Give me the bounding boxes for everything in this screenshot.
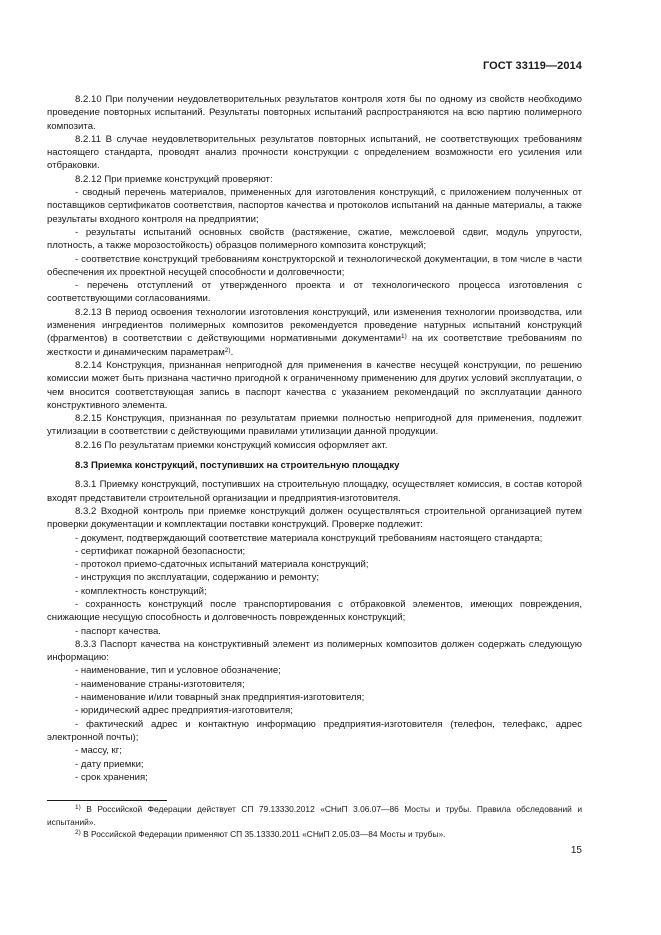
footnote-1 xyxy=(47,803,582,828)
paragraph-8-2-10: 8.2.10 При получении неудовлетворительных результатов контроля хотя бы по одному из свойств необходимо проведение повторных испытаний. Результаты повторных испытаний распространяются на всю партию полимерного композита. xyxy=(47,94,582,132)
list-item: - паспорт качества. xyxy=(75,625,161,637)
footnote-mark: 2) xyxy=(75,829,81,836)
footnote-text: В Российской Федерации действует СП 79.13330.2012 «СНиП 3.06.07—86 Мосты и трубы. Правила обследований и испытаний». xyxy=(47,804,582,827)
page-number: 15 xyxy=(570,845,582,856)
footnote-text: В Российской Федерации применяют СП 35.13330.2011 «СНиП 2.05.03—84 Мосты и трубы». xyxy=(80,829,446,839)
footnote-ref-1: 1) xyxy=(400,333,407,341)
paragraph-8-3-2: 8.3.2 Входной контроль при приемке конструкций должен осуществляться строительной организацией путем проверки документации и комплектации поставки конструкций. Проверке подлежит: xyxy=(47,505,582,531)
paragraph-8-2-13 xyxy=(47,306,582,359)
paragraph-text: . xyxy=(230,346,234,358)
list-item: - инструкция по эксплуатации, содержанию и ремонту; xyxy=(75,572,320,584)
list-item: - комплектность конструкций; xyxy=(75,585,207,597)
list-item: - соответствие конструкций требованиям конструкторской и технологической документации, в том числе в части обеспечения их проектной несущей способности и долговечности; xyxy=(47,253,582,278)
list-item: - сохранность конструкций после транспортирования с отбраковкой элементов, имеющих повреждения, снижающие несущую способность и долговечность поврежденных конструкций; xyxy=(47,598,582,624)
paragraph-8-3-3: 8.3.3 Паспорт качества на конструктивный элемент из полимерных композитов должен содержать следующую информацию: xyxy=(47,638,582,664)
document-body xyxy=(47,93,582,784)
paragraph-8-2-12: 8.2.12 При приемке конструкций проверяют: xyxy=(75,173,273,185)
paragraph-8-2-14: 8.2.14 Конструкция, признанная непригодной для применения в качестве несущей конструкции, по решению комиссии может быть признана частично пригодной к ограниченному применению для других условий эксплуатации, о чем вносится соответствующая запись в паспорт качества с указанием рекомендаций по эксплуатации данного конструктивного элемента. xyxy=(47,359,582,411)
paragraph-8-2-15: 8.2.15 Конструкция, признанная по результатам приемки полностью непригодной для применения, подлежит утилизации в соответствии с действующими правилами утилизации данной продукции. xyxy=(47,413,582,438)
list-item: - протокол приемо-сдаточных испытаний материала конструкций; xyxy=(75,559,369,571)
list-item: - сертификат пожарной безопасности; xyxy=(75,545,246,557)
list-item: - сводный перечень материалов, примененных для изготовления конструкций, с приложением полученных от поставщиков сертификатов соответствия, паспортов качества и протоколов испытаний на данные материалы, а также результаты входного контроля на предприятии; xyxy=(47,187,582,225)
list-item: - юридический адрес предприятия-изготовителя; xyxy=(75,705,293,717)
footnote-mark: 1) xyxy=(75,804,81,811)
footnotes xyxy=(47,803,582,841)
paragraph-text: на их соответствие требованиям по жесткости и динамическим параметрам xyxy=(47,333,582,358)
list-item: - документ, подтверждающий соответствие материала конструкций требованиям настоящего стандарта; xyxy=(75,532,543,544)
section-heading-8-3: 8.3 Приемка конструкций, поступивших на строительную площадку xyxy=(75,460,400,472)
footnote-2 xyxy=(47,828,582,841)
footnote-ref-2: 2) xyxy=(224,346,231,354)
paragraph-8-3-1: 8.3.1 Приемку конструкций, поступивших на строительную площадку, осуществляет комиссия, в состав которой входят представители строительной организации и предприятия-изготовителя. xyxy=(47,479,582,504)
list-item: - срок хранения; xyxy=(75,771,148,783)
list-item: - дату приемки; xyxy=(75,758,144,770)
paragraph-8-2-11: 8.2.11 В случае неудовлетворительных результатов повторных испытаний, не соответствующих требованиям настоящего стандарта, проводят анализ прочности конструкции с определением возможности его усиления или отбраковки. xyxy=(47,133,582,172)
list-item: - наименование страны-изготовителя; xyxy=(75,678,245,690)
paragraph-text: 8.2.13 В период освоения технологии изготовления конструкций, или изменения технологии производства, или изменения ингредиентов полимерных композитов рекомендуется проведение натурных испытаний конструкций (фрагментов) в соответствии с действующими нормативными документами xyxy=(47,306,582,345)
list-item: - фактический адрес и контактную информацию предприятия-изготовителя (телефон, телефакс, адрес электронной почты); xyxy=(47,718,582,743)
list-item: - наименование, тип и условное обозначение; xyxy=(75,665,281,677)
footnote-divider xyxy=(47,800,167,801)
list-item: - массу, кг; xyxy=(75,745,122,757)
list-item: - наименование и/или товарный знак предприятия-изготовителя; xyxy=(75,692,365,704)
paragraph-8-2-16: 8.2.16 По результатам приемки конструкций комиссия оформляет акт. xyxy=(75,439,388,451)
list-item: - результаты испытаний основных свойств (растяжение, сжатие, межслоевой сдвиг, модуль упругости, плотность, а также морозостойкость) образцов полимерного композита конструкций; xyxy=(47,226,582,252)
list-item: - перечень отступлений от утвержденного проекта и от технологического процесса изготовления с соответствующими согласованиями. xyxy=(47,280,582,305)
document-number: ГОСТ 33119—2014 xyxy=(482,60,582,72)
